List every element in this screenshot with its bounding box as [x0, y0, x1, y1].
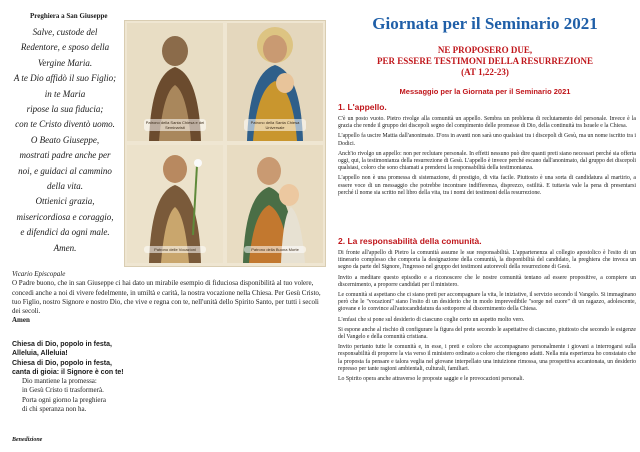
prayer-line: in te Maria [44, 88, 86, 99]
hymn-verse-line: Porta ogni giorno la preghiera [22, 395, 106, 404]
section-appello [338, 102, 636, 200]
prayer-line: mostrati padre anche per [19, 150, 111, 161]
section-responsabilita [338, 236, 636, 386]
saint-joseph-images [124, 20, 326, 267]
prayer-line: noi, e guidaci al cammino [18, 165, 112, 176]
prayer-text [12, 25, 118, 256]
prayer-line: della vita. [47, 181, 83, 192]
hymn-line: Chiesa di Dio, popolo in festa, [12, 359, 112, 367]
hymn-line: Alleluia, Alleluia! [12, 350, 68, 358]
section-heading: 1. L'appello. [338, 102, 387, 112]
amen-text: Amen [12, 316, 30, 325]
prayer-line: Amen. [53, 242, 77, 253]
opening-prayer [12, 270, 324, 326]
paragraph: Si espone anche al rischio di configurare la figura del prete secondo le aspettative di ciascuno, piuttosto che secondo le esigenze del Vangelo e della comunità cristiana. [338, 326, 636, 341]
prayer-line: A te Dio affidò il suo Figlio; [13, 73, 117, 84]
paragraph: L'enfasi che si pone sul desiderio di ciascuno coglie certo un aspetto molto vero. [338, 316, 525, 323]
prayer-line: Ottienici grazia, [35, 196, 95, 207]
paragraph: L'appello non è una promessa di sistemazione, di prestigio, di vita facile. Piuttosto è una sorta di candidatura al martirio, a essere voce di un messaggio che potrebbe incontrare indifferenza, disprezzo, ostilità. E tuttavia vale la pena di presentarsi perché il nome sia scritto nel libro della vita, tra i nomi dei testimoni della resurrezione. [338, 175, 636, 196]
prayer-line: ripose la sua fiducia; [26, 104, 104, 115]
saint-joseph-image-1 [127, 23, 223, 141]
right-page [330, 0, 640, 452]
prayer-line: Vergine Maria. [37, 57, 93, 68]
subtitle-line: PER ESSERE TESTIMONI DELLA RESURREZIONE [377, 56, 593, 66]
paragraph: L'appello fa uscire Mattia dall'anonimato. D'ora in avanti non sarà uno qualsiasi tra i discepoli di Gesù, ma un nome iscritto tra i Dodici. [338, 133, 636, 147]
page-title: Giornata per il Seminario 2021 [372, 14, 598, 33]
image-caption: Patrono della Buona Morte [244, 246, 306, 253]
prayer-line: con te Cristo diventò uomo. [15, 119, 115, 130]
paragraph: Invito pertanto tutte le comunità e, in esse, i preti e coloro che accompagnano personalmente i giovani a interrogarsi sulla responsabilità di proporre la via verso il ministero ordinato a coloro che ritengono adatti. Nella mia esperienza ho constatato che la proposta fa pensare e talora veglia nel giovane interpellato una intuizione rimossa, una prospettiva accantonata, un desiderio represso per tante ragioni ambientali, culturali, familiari. [338, 344, 636, 372]
saint-joseph-image-2 [227, 23, 323, 141]
prayer-line: misericordiosa e coraggio, [16, 211, 114, 222]
saint-joseph-image-4 [227, 145, 323, 263]
prayer-line: Salve, custode del [32, 27, 98, 37]
paragraph: Di fronte all'appello di Pietro la comunità assume le sue responsabilità. L'appartenenza al collegio apostolico è l'esito di un itinerario complesso che comporta la designazione della comunità, la disponibilità del candidato, la preghiera che invoca un segno da parte del Signore, l'ingresso nel gruppo dei testimoni autorevoli della resurrezione di Gesù. [338, 250, 636, 271]
paragraph: Lo Spirito opera anche attraverso le proposte saggie e le provocazioni personali. [338, 376, 525, 383]
hymn-line: Chiesa di Dio, popolo in festa, [12, 341, 112, 348]
prayer-line: e difendici da ogni male. [20, 227, 110, 238]
hymn-verse-line: Dio mantiene la promessa: [22, 377, 97, 386]
saint-joseph-image-3 [127, 145, 223, 263]
subtitle-line: (AT 1,22-23) [461, 67, 509, 77]
subtitle-line: NE PROPOSERO DUE, [437, 45, 533, 55]
paragraph: Invito a meditare questo episodio e a riconoscere che le nostre comunità tentano ad essere propositive, a compiere un discernimento, a proporre candidati per il ministero. [338, 274, 636, 288]
paragraph: Anch'io rivolgo un appello: non per reclutare personale. In effetti nessuno può dire quanti preti siano necessari perché sia offerta oggi, qui, la testimonianza della resurrezione di Gesù. L'appello è invece perché escano dall'anonimato, dal gruppo dei discepoli qualsiasi, coloro che sono chiamati a prendersi la responsabilità della testimonianza. [338, 150, 636, 172]
opening-prayer-text: O Padre buono, che in san Giuseppe ci hai dato un mirabile esempio di fiduciosa disponibilità al tuo volere, concedi anche a noi di vivere fedelmente, in umiltà e carità, la nostra vocazione nella Chiesa. Per Gesù Cristo, tuo Figlio, nostro Signore e nostro Dio, che vive e regna con te, nell'unità dello Spirito Santo, per tutti i secoli dei secoli. [12, 279, 321, 316]
hymn-line: canta di gioia: il Signore è con te! [12, 368, 124, 376]
paragraph: C'è un posto vuoto. Pietro rivolge alla comunità un appello. Sembra un problema di reclutamento del personale. Invece è la grazia che rende il gruppo dei discepoli segno del compimento delle promesse di Dio, della continuità tra Israele e la Chiesa. [338, 116, 636, 130]
image-caption: Patrono della Santa Chiesa Universale [244, 119, 306, 131]
prayer-line: O Beato Giuseppe, [30, 134, 100, 145]
hymn-verse-line: di chi speranza non ha. [22, 405, 87, 414]
benediction-label: Benedizione [12, 437, 43, 443]
image-caption: Patrono delle Vocazioni [144, 246, 206, 253]
section-heading: 2. La responsabilità della comunità. [338, 236, 482, 246]
image-caption: Patrono della Santa Chiesa e dei Seminaristi [145, 120, 205, 130]
prayer-title: Preghiera a San Giuseppe [30, 12, 108, 20]
prayer-line: Redentore, e sposo della [20, 42, 110, 53]
hymn-verse-line: in Gesù Cristo ti trasformerà. [22, 386, 104, 395]
hymn [12, 340, 324, 414]
vicario-label: Vicario Episcopale [12, 270, 66, 278]
paragraph: Le comunità si aspettano che ci siano preti per accompagnare la vita, le iniziative, il servizio secondo il Vangelo. Si immaginano però che le "vocazioni" siano l'esito di un desiderio che in modo imprevedibile "sorge nel cuore" di un ragazzo, adolescente, giovane e lo convince all'autocandidatura da sottoporre al discernimento della Chiesa. [338, 292, 636, 313]
message-subtitle: Messaggio per la Giornata per il Seminario 2021 [399, 87, 571, 96]
